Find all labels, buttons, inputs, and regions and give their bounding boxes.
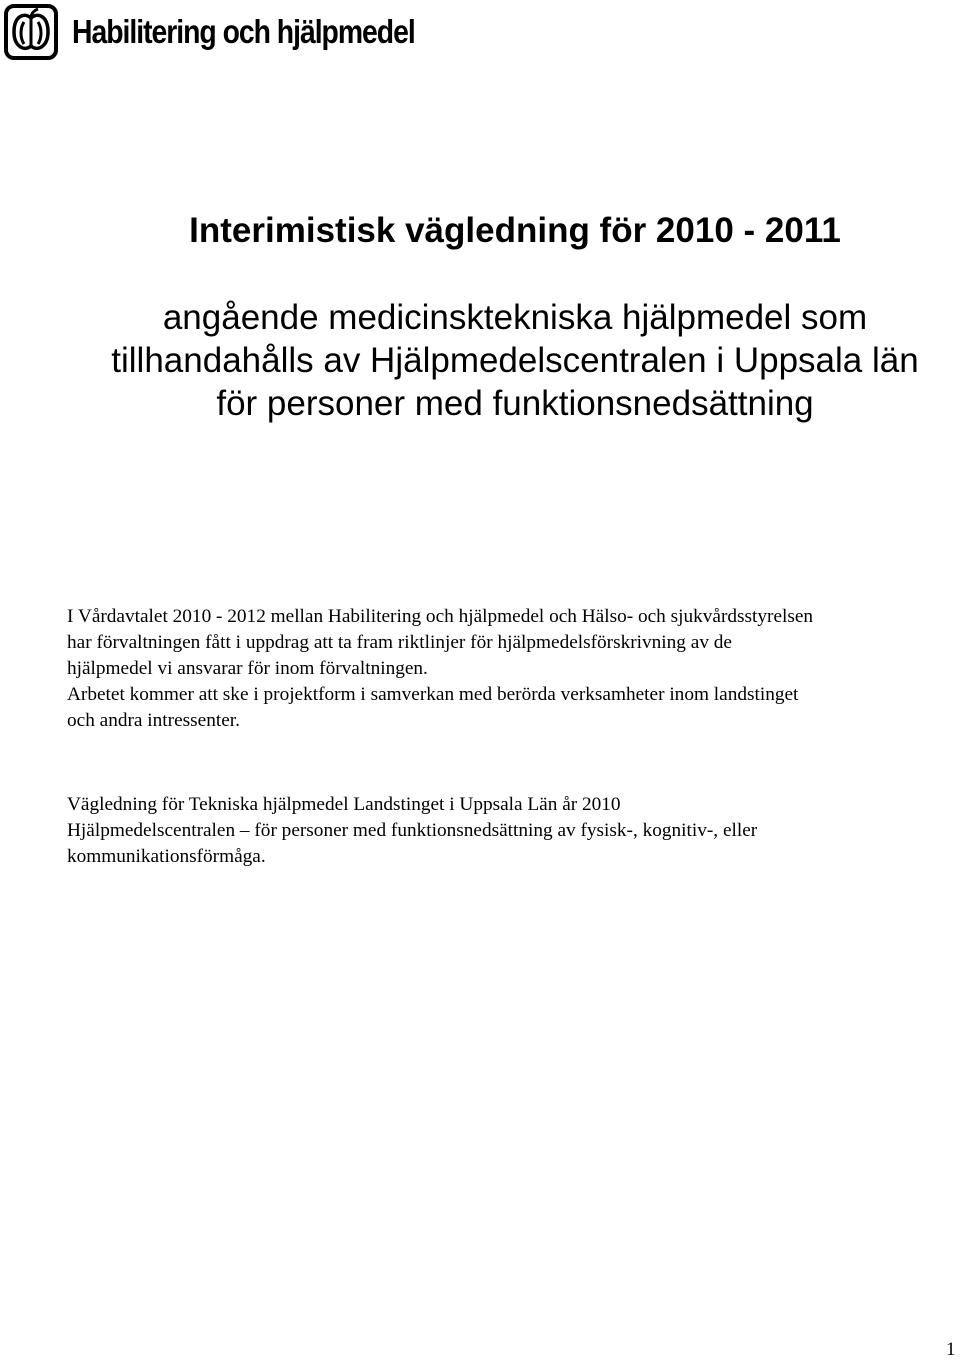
document-title: Interimistisk vägledning för 2010 - 2011	[189, 211, 841, 250]
subtitle-line: tillhandahålls av Hjälpmedelscentralen i Uppsala län	[111, 341, 919, 380]
paragraph-line: och andra intressenter.	[67, 710, 240, 731]
paragraph-line: har förvaltningen fått i uppdrag att ta fram riktlinjer för hjälpmedelsförskrivning av de	[67, 632, 732, 653]
paragraph-line: kommunikationsförmåga.	[67, 846, 266, 867]
habilitering-logo-icon	[4, 4, 58, 60]
paragraph-line: Arbetet kommer att ske i projektform i samverkan med berörda verksamheter inom landstinget	[67, 684, 799, 705]
page-number: 1	[946, 1339, 956, 1360]
header-logo	[4, 4, 415, 60]
org-name: Habilitering och hjälpmedel	[72, 13, 415, 50]
reference-paragraph	[67, 792, 947, 870]
paragraph-line: I Vårdavtalet 2010 - 2012 mellan Habilitering och hjälpmedel och Hälso- och sjukvårdsstyrelsen	[67, 606, 814, 627]
paragraph-line: Hjälpmedelscentralen – för personer med funktionsnedsättning av fysisk-, kognitiv-, eller	[67, 820, 758, 841]
subtitle-line: angående medicinsktekniska hjälpmedel som	[162, 298, 868, 337]
paragraph-line: hjälpmedel vi ansvarar för inom förvaltningen.	[67, 658, 428, 679]
paragraph-line: Vägledning för Tekniska hjälpmedel Landstinget i Uppsala Län år 2010	[67, 794, 621, 815]
intro-paragraph	[67, 604, 947, 734]
subtitle-line: för personer med funktionsnedsättning	[216, 384, 814, 423]
document-subtitle	[0, 296, 960, 425]
